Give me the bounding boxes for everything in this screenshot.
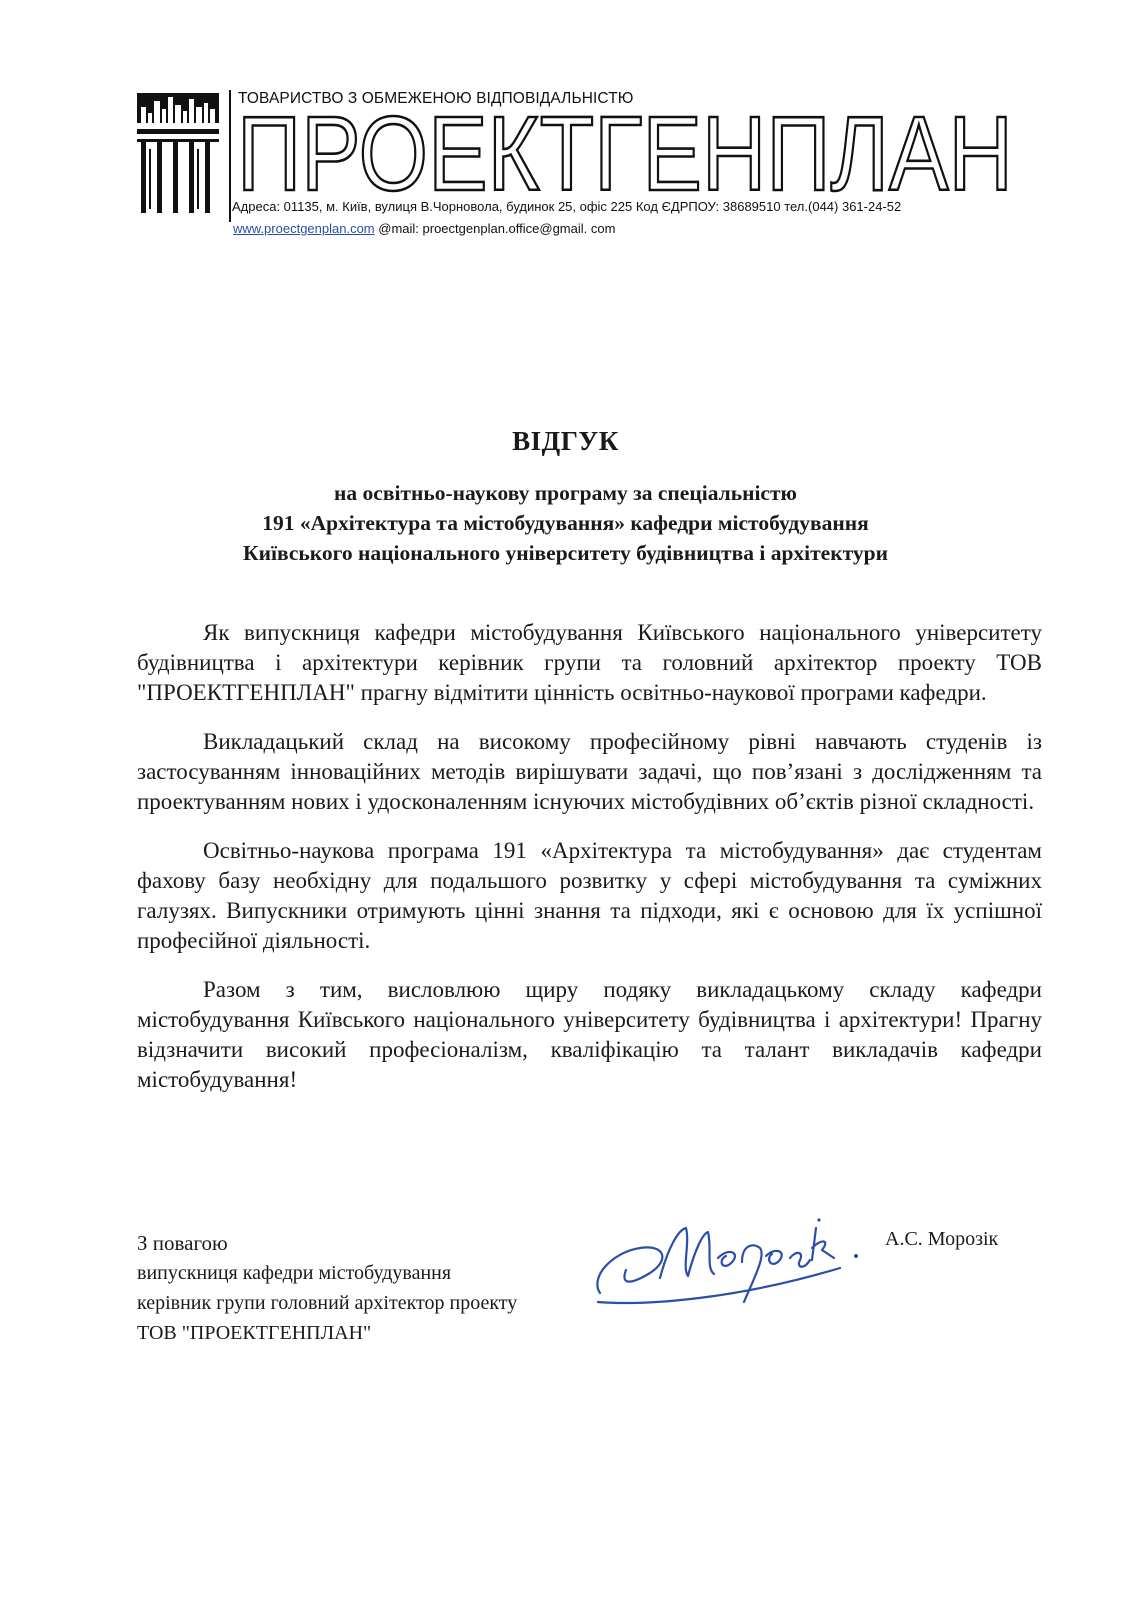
handwritten-signature [590, 1198, 870, 1308]
company-contacts [233, 221, 615, 236]
body-paragraph: Викладацький склад на високому професійному рівні навчають студенів із застосуванням інноваційних методів вирішувати задачі, що пов’язані з дослідженням та проектуванням нових і удосконаленням існуючих містобудівних об’єктів різної складності. [137, 729, 1042, 814]
document-title: ВІДГУК [512, 426, 619, 456]
website-link[interactable]: www.proectgenplan.com [233, 221, 375, 236]
subtitle-line: Київського національного університету будівництва і архітектури [243, 541, 888, 565]
letter-body [137, 618, 1042, 1114]
body-paragraph: Як випускниця кафедри містобудування Київського національного університету будівництва і архітектури керівник групи та головний архітектор проекту ТОВ "ПРОЕКТГЕНПЛАН" прагну відмітити цінність освітньо-наукової програми кафедри. [137, 620, 1042, 705]
document-subtitle [0, 478, 1131, 568]
email-text: @mail: proectgenplan.office@gmail. com [378, 221, 616, 236]
letterhead [137, 90, 1037, 250]
body-paragraph: Освітньо-наукова програма 191 «Архітектура та містобудування» дає студентам фахову базу необхідну для подальшого розвитку у сфері містобудування та суміжних галузях. Випускники отримують цінні знання та підходи, які є основою для їх успішної професійної діяльності. [137, 838, 1042, 953]
company-type: ТОВАРИСТВО З ОБМЕЖЕНОЮ ВІДПОВІДАЛЬНІСТЮ [238, 90, 634, 107]
subtitle-line: 191 «Архітектура та містобудування» кафедри містобудування [262, 511, 869, 535]
brand-name [237, 112, 1017, 194]
closing-block [137, 1228, 517, 1348]
company-logo-icon [137, 93, 219, 213]
body-paragraph: Разом з тим, висловлюю щиру подяку викладацькому складу кафедри містобудування Київського національного університету будівництва і архітектури! Прагну відзначити високий професіоналізм, кваліфікацію та талант викладачів кафедри містобудування! [137, 977, 1042, 1092]
company-address: Адреса: 01135, м. Київ, вулиця В.Чорновола, будинок 25, офіс 225 Код ЄДРПОУ: 38689510 тел.(044) 361-24-52 [232, 199, 902, 214]
subtitle-line: на освітньо-наукову програму за спеціальністю [334, 481, 797, 505]
closing-line: ТОВ "ПРОЕКТГЕНПЛАН" [137, 1322, 372, 1344]
closing-greeting: З повагою [137, 1231, 228, 1255]
closing-line: керівник групи головний архітектор проекту [137, 1292, 518, 1314]
signer-name: А.С. Морозік [885, 1228, 999, 1250]
letterhead-divider [229, 90, 231, 222]
closing-line: випускниця кафедри містобудування [137, 1262, 452, 1284]
brand-text: ПРОЕКТГЕНПЛАН [237, 112, 1013, 194]
